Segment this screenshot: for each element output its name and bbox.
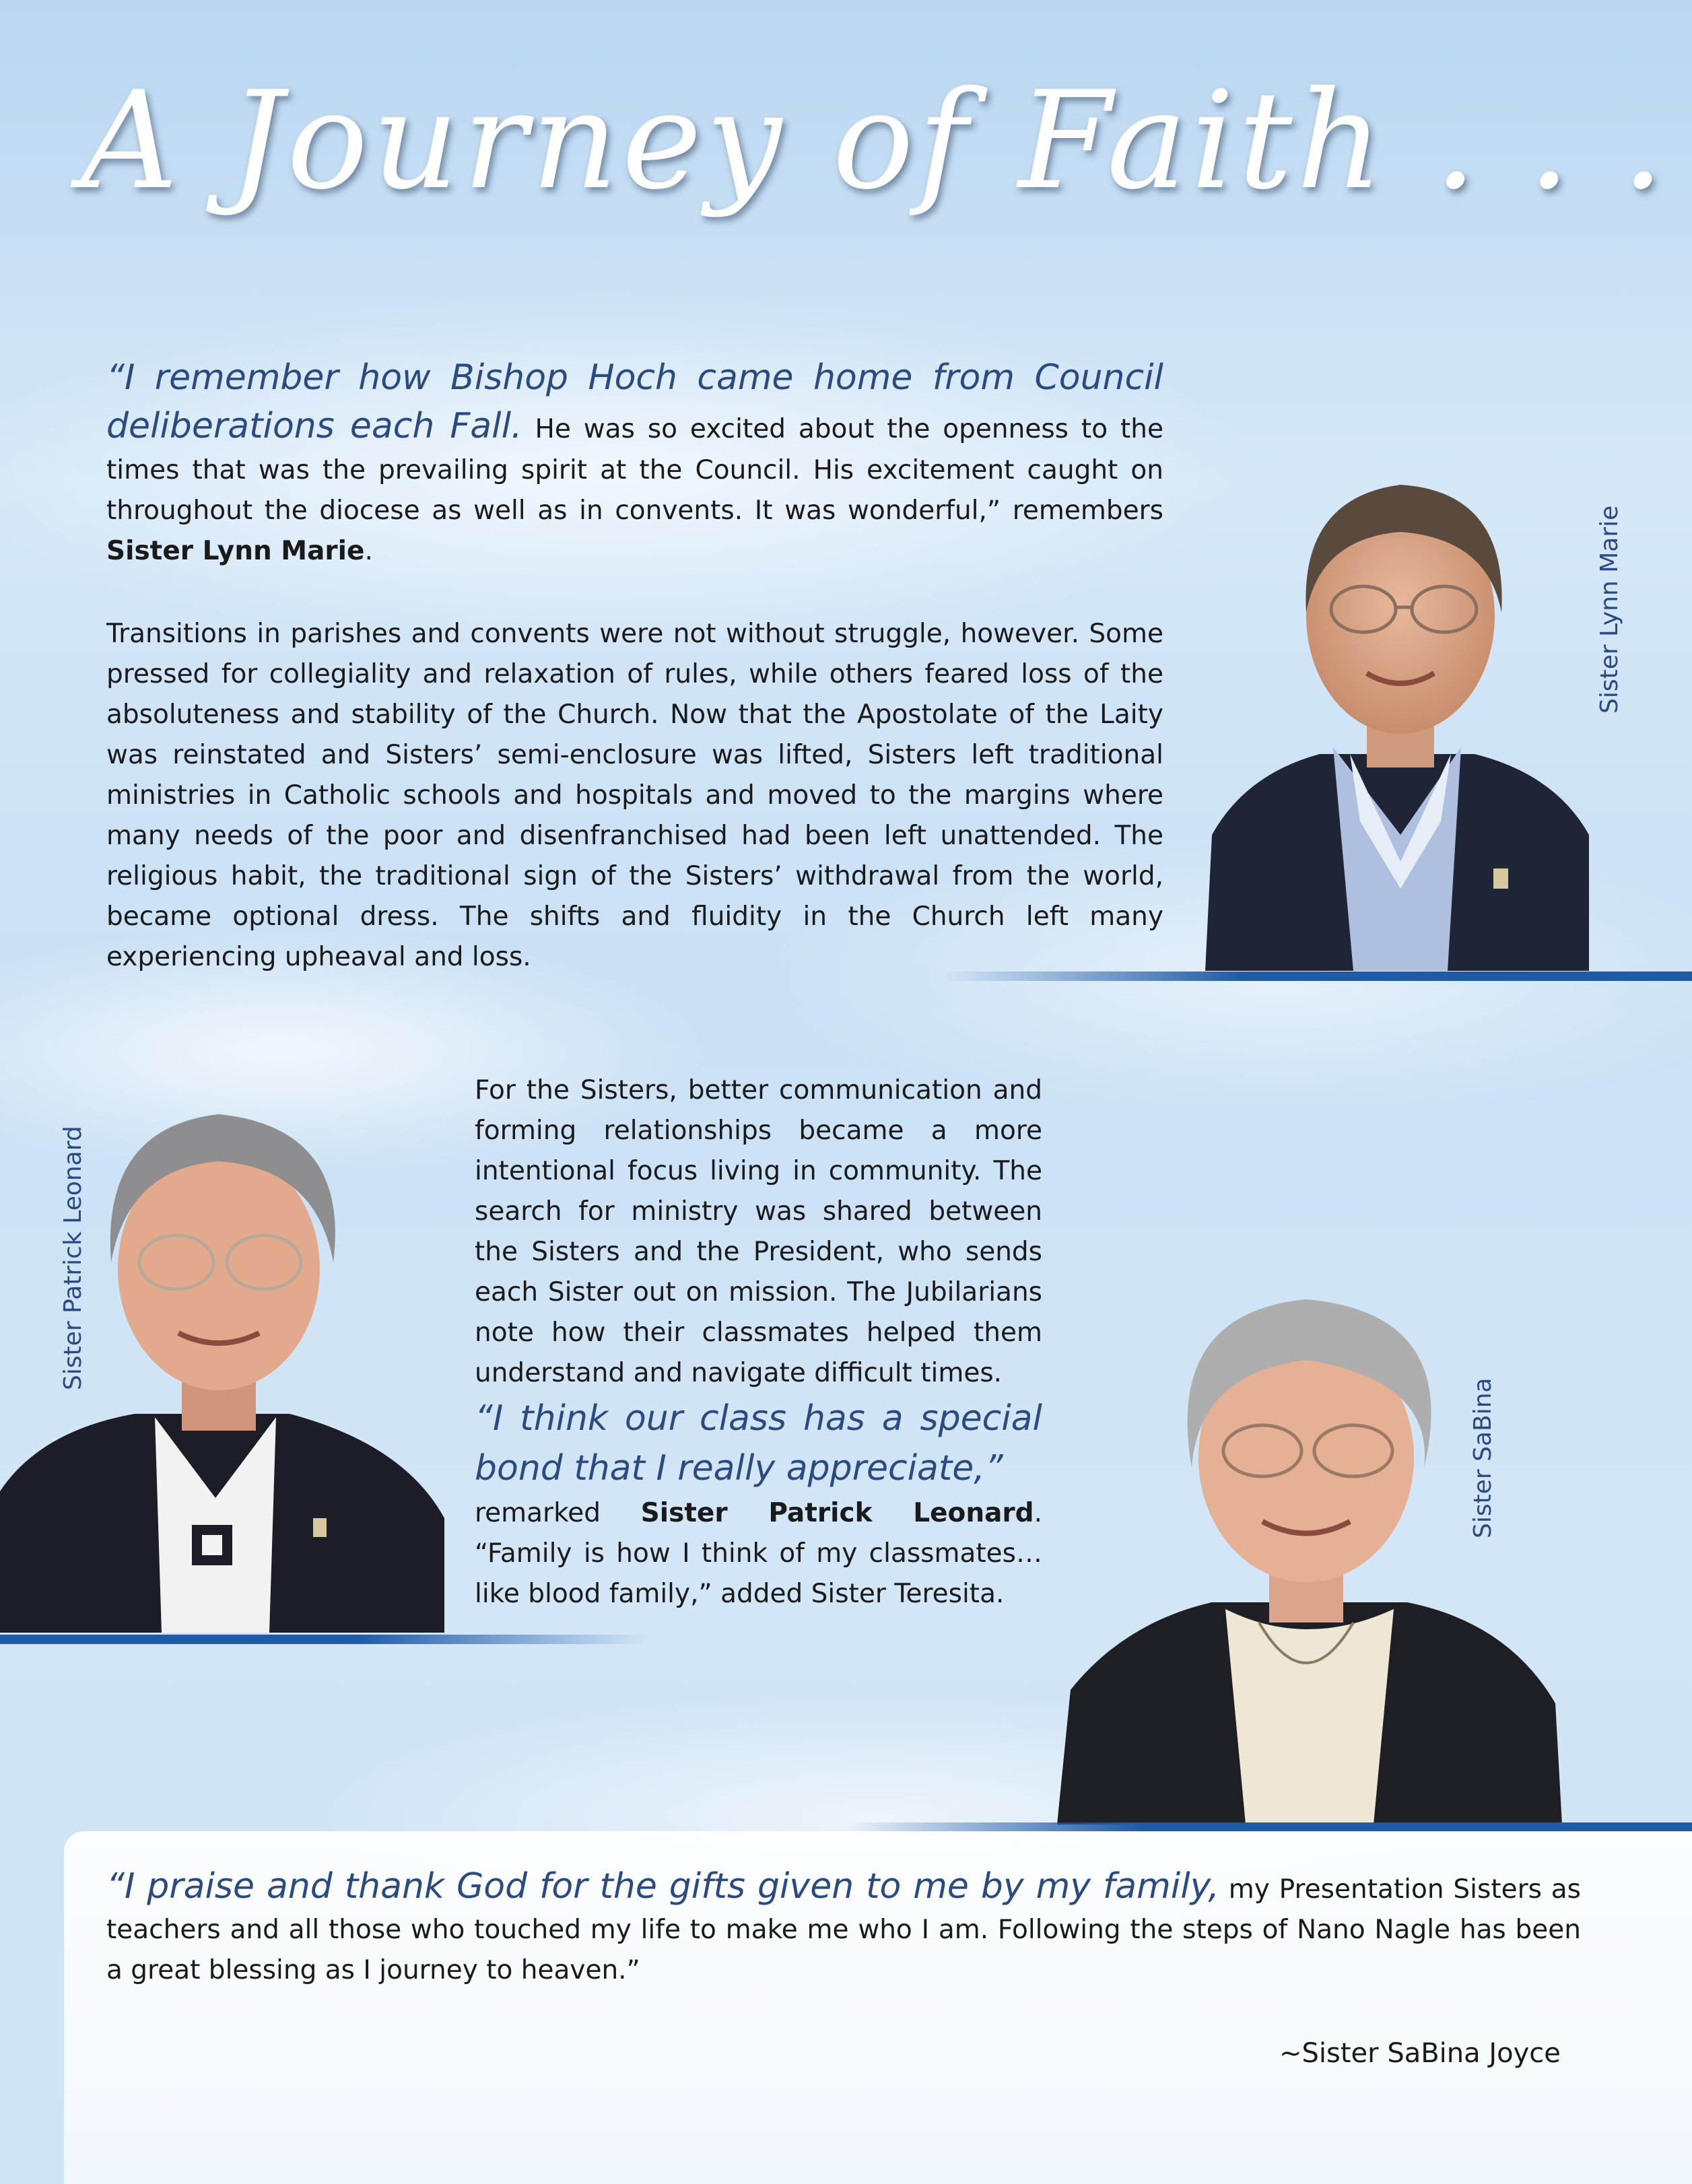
portrait-illustration: [1205, 458, 1589, 971]
opening-quote-paragraph: [106, 353, 1163, 572]
opening-quote-lead: “I remember how Bishop Hoch came home from Council deliberations each Fall.: [106, 357, 1163, 446]
divider-bar: [848, 1822, 1692, 1832]
divider-bar: [0, 1635, 646, 1644]
caption-sister-sabina: Sister SaBina: [1469, 1377, 1497, 1538]
page-title: A Journey of Faith . . .: [81, 63, 1668, 219]
transitions-paragraph: Transitions in parishes and convents were not without struggle, however. Some pressed for collegiality and relaxation of rules, while others feared loss of the absoluteness and stability of the Church. Now that the Apostolate of the Laity was reinstated and Sisters’ semi-enclosure was lifted, Sisters left traditional ministries in Catholic schools and hospitals and moved to the margins where many needs of the poor and disenfranchised had been left unattended. The religious habit, the traditional sign of the Sisters’ withdrawal from the world, became optional dress. The shifts and fluidity in the Church left many experiencing upheaval and loss.: [106, 619, 1163, 972]
closing-quote-paragraph: [106, 1865, 1581, 1991]
caption-sister-lynn-marie: Sister Lynn Marie: [1596, 505, 1623, 714]
caption-sister-patrick-leonard: Sister Patrick Leonard: [59, 1126, 87, 1390]
photo-sister-sabina: [1057, 1272, 1562, 1824]
photo-sister-lynn-marie: [1205, 458, 1589, 971]
family-quote-text: . “Family is how I think of my classmates…like blood family,” added Sister Teresita.: [475, 1498, 1042, 1609]
class-bond-quote: “I think our class has a special bond that I really appreciate,”: [475, 1398, 1042, 1489]
punctuation: .: [364, 536, 373, 566]
divider-bar: [943, 971, 1692, 981]
opening-quote-body: He was so excited about the openness to the times that was the prevailing spirit at the Council. His excitement caught on throughout the diocese as well as in convents. It was wonderful,” remembers: [106, 414, 1163, 526]
speaker-name: Sister Patrick Leonard: [640, 1498, 1034, 1528]
signature: ~Sister SaBina Joyce: [1279, 2038, 1561, 2069]
closing-quote-body: my Presentation Sisters as teachers and all those who touched my life to make me who I am. Following the steps of Nano Nagle has been a great blessing as I journey to heaven.”: [106, 1874, 1581, 1985]
remarked-text: remarked: [475, 1498, 641, 1528]
speaker-name: Sister Lynn Marie: [106, 536, 365, 566]
community-text: For the Sisters, better communication and forming relationships became a more intentional focus living in community. The search for ministry was shared between the Sisters and the President, who sends each Sister out on mission. The Jubilarians note how their classmates helped them understand and navigate difficult times.: [475, 1075, 1042, 1388]
closing-quote-lead: “I praise and thank God for the gifts given to me by my family,: [106, 1866, 1219, 1907]
community-paragraph: [475, 1070, 1042, 1614]
portrait-illustration: [1057, 1272, 1562, 1824]
